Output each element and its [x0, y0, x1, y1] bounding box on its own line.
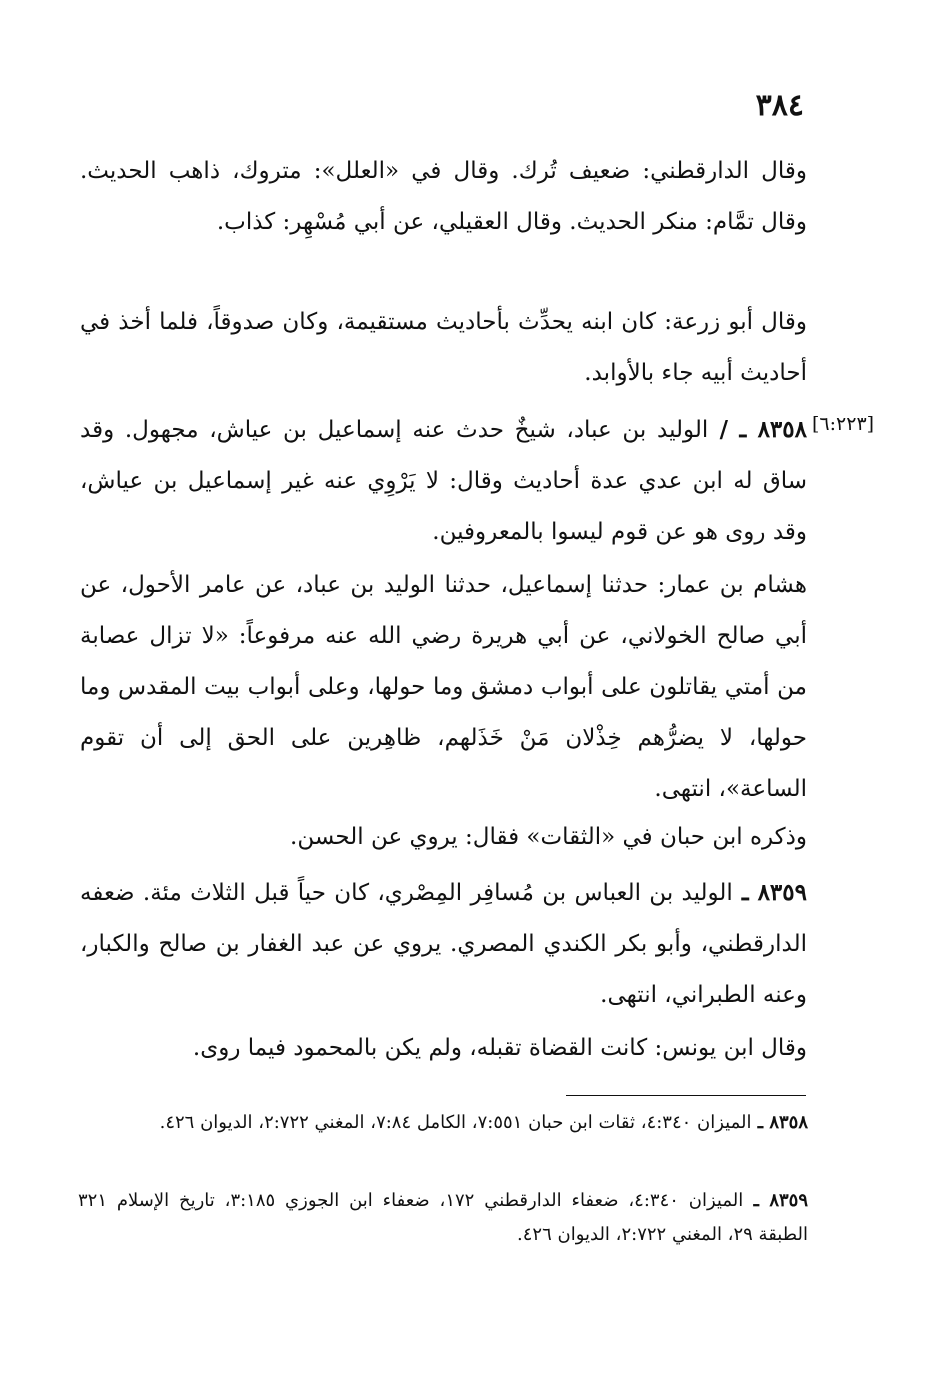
entry-number: ٨٣٥٩ ـ: [732, 879, 807, 906]
paragraph-abu-zura: [80, 297, 807, 399]
footnote-separator: [566, 1095, 806, 1096]
paragraph-text: وقال أبو زرعة: كان ابنه يحدِّث بأحاديث مستقيمة، وكان صدوقاً، فلما أخذ في أحاديث أبيه جاء بالأوابد.: [80, 309, 807, 386]
paragraph-text: وذكره ابن حبان في «الثقات» فقال: يروي عن الحسن.: [290, 824, 807, 850]
footnote-8359: [78, 1184, 808, 1252]
margin-reference: [٦:٢٢٣]: [812, 413, 875, 435]
entry-8359: [80, 867, 807, 1021]
entry-8358: [80, 404, 807, 558]
footnote-text: الميزان ٤:٣٤٠، ضعفاء الدارقطني ١٧٢، ضعفاء ابن الجوزي ٣:١٨٥، تاريخ الإسلام ٣٢١ الطبقة ٢٩، المغني ٢:٧٢٢، الديوان ٤٢٦.: [78, 1190, 808, 1245]
footnote-number: ٨٣٥٩ ـ: [743, 1190, 808, 1211]
footnote-number: ٨٣٥٨ ـ: [751, 1112, 808, 1133]
entry-text: الوليد بن عباد، شيخٌ حدث عنه إسماعيل بن عياش، مجهول. وقد ساق له ابن عدي عدة أحاديث وقال: لا يَرْوِي عنه غير إسماعيل بن عياش، وقد روى هو عن قوم ليسوا بالمعروفين.: [80, 417, 807, 545]
page-number: ٣٨٤: [755, 88, 804, 123]
footnote-8358: [78, 1106, 808, 1140]
paragraph-ibn-hibban: [80, 812, 807, 863]
paragraph-hisham-hadith: [80, 560, 807, 815]
paragraph-daraqutni: [80, 146, 807, 248]
entry-number: ٨٣٥٨ ـ /: [708, 416, 807, 443]
paragraph-ibn-yunus: [80, 1023, 807, 1074]
footnote-text: الميزان ٤:٣٤٠، ثقات ابن حبان ٧:٥٥١، الكامل ٧:٨٤، المغني ٢:٧٢٢، الديوان ٤٢٦.: [159, 1112, 752, 1133]
paragraph-text: وقال ابن يونس: كانت القضاة تقبله، ولم يكن بالمحمود فيما روى.: [192, 1035, 807, 1061]
paragraph-text: هشام بن عمار: حدثنا إسماعيل، حدثنا الوليد بن عباد، عن عامر الأحول، عن أبي صالح الخولاني، عن أبي هريرة رضي الله عنه مرفوعاً: «لا تزال عصابة من أمتي يقاتلون على أبواب دمشق وما حولها، وعلى أبواب بيت المقدس وما حولها، لا يضرُّهم خِذْلان مَنْ خَذَلهم، ظاهِرين على الحق إلى أن تقوم الساعة»، انتهى.: [80, 572, 807, 802]
paragraph-text: وقال الدارقطني: ضعيف تُرك. وقال في «العلل»: متروك، ذاهب الحديث. وقال تمَّام: منكر الحديث. وقال العقيلي، عن أبي مُسْهِر: كذاب.: [80, 158, 807, 235]
entry-text: الوليد بن العباس بن مُسافِر المِصْري، كان حياً قبل الثلاث مئة. ضعفه الدارقطني، وأبو بكر الكندي المصري. يروي عن عبد الغفار بن صالح والكبار، وعنه الطبراني، انتهى.: [80, 880, 807, 1008]
